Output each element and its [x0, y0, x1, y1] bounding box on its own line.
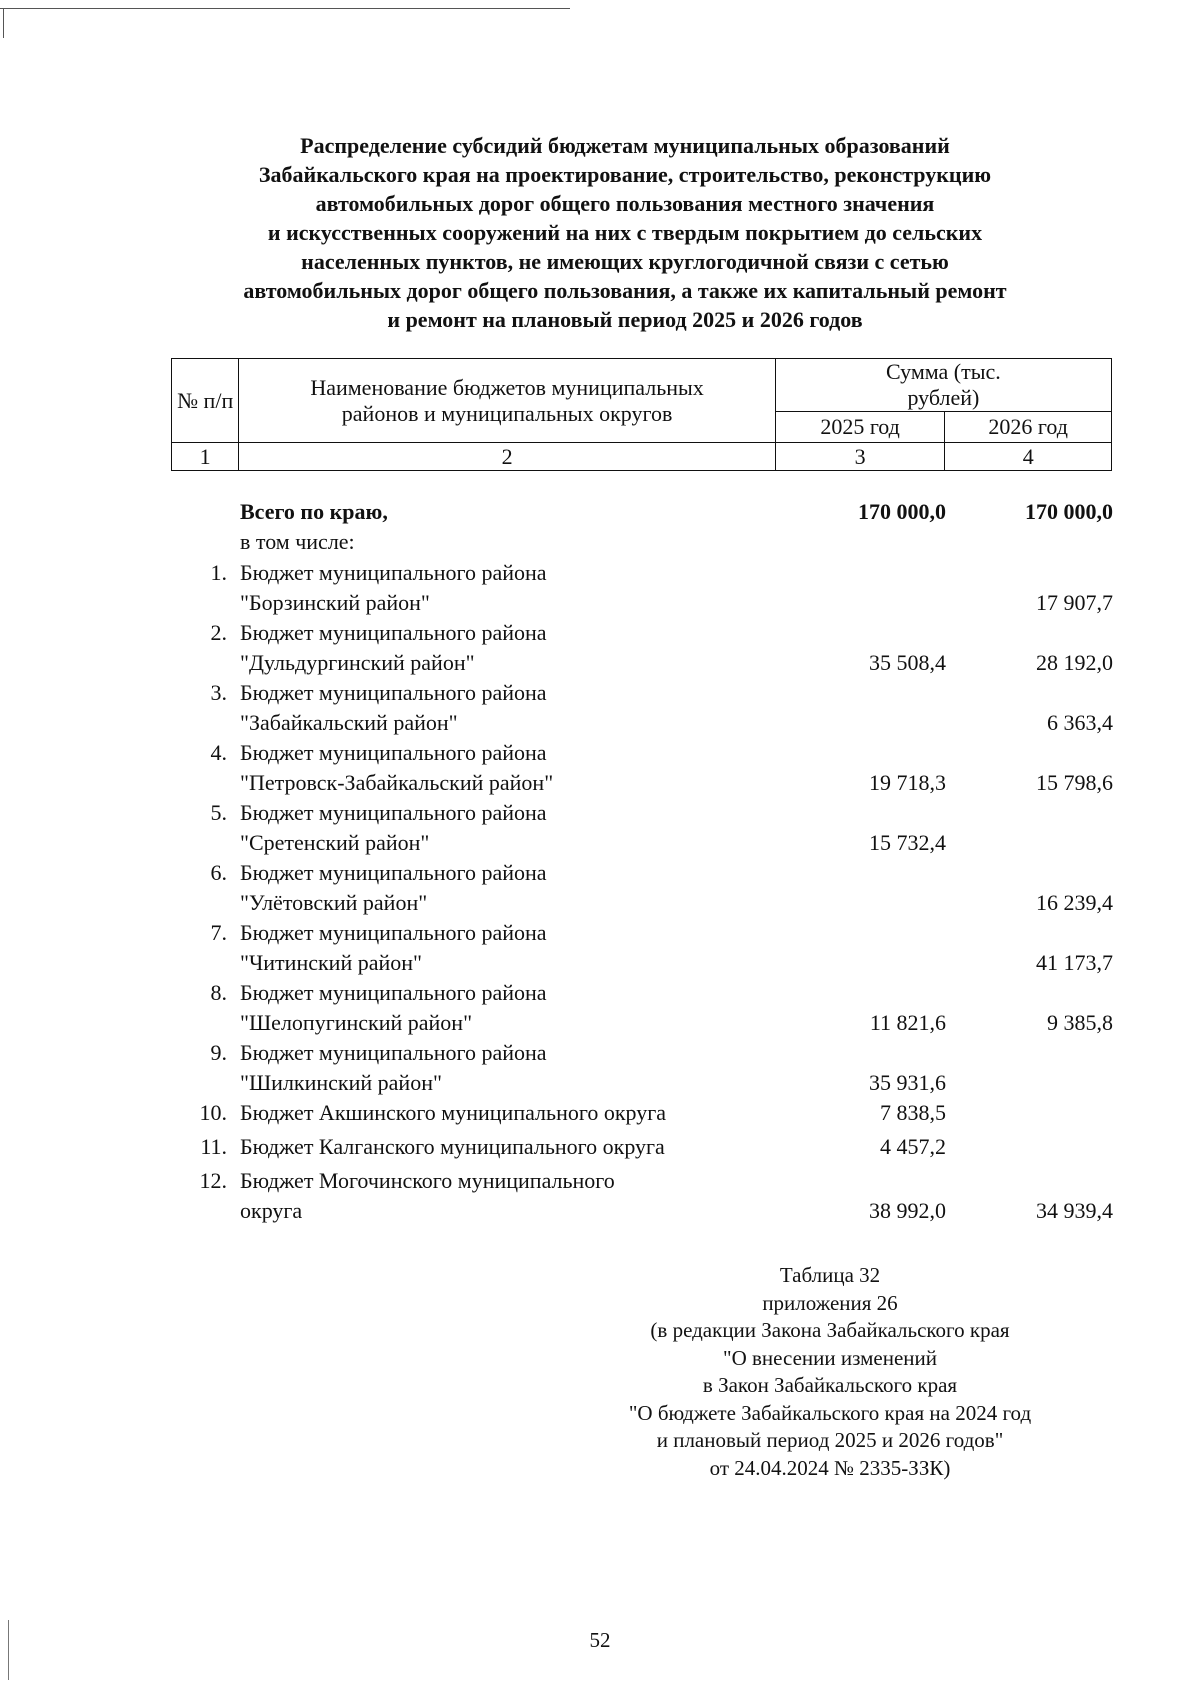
header-2026: 2026 год	[945, 412, 1112, 443]
row-name-line1: Бюджет Могочинского муниципального	[240, 1168, 615, 1193]
note-line: "О бюджете Забайкальского края на 2024 год	[628, 1400, 1032, 1425]
row-name-line1: Бюджет муниципального района	[240, 740, 547, 765]
total-2026: 170 000,0	[1025, 499, 1113, 524]
title-line: автомобильных дорог общего пользования, а также их капитальный ремонт	[243, 278, 1007, 303]
header-index-1: 1	[172, 443, 239, 471]
row-value-2025: 15 732,4	[869, 830, 946, 855]
note-line: Таблица 32	[779, 1263, 881, 1287]
row-name-line1: Бюджет Акшинского муниципального округа	[240, 1100, 667, 1125]
row-number: 6.	[210, 860, 227, 885]
header-name-label: Наименование бюджетов муниципальных районов и муниципальных округов	[310, 374, 704, 426]
total-sub: в том числе:	[240, 529, 355, 554]
title-line: автомобильных дорог общего пользования местного значения	[315, 191, 935, 216]
row-number: 1.	[210, 560, 227, 585]
row-number: 2.	[210, 620, 227, 645]
row-number: 5.	[210, 800, 227, 825]
row-name-line2: "Дульдургинский район"	[240, 650, 475, 675]
scan-border-left	[3, 8, 4, 38]
title-line: и искусственных сооружений на них с твердым покрытием до сельских	[267, 220, 983, 245]
header-sum-label: Сумма (тыс. рублей)	[886, 359, 1001, 410]
row-name-line1: Бюджет муниципального района	[240, 860, 547, 885]
row-name-line2: "Забайкальский район"	[240, 710, 458, 735]
total-2025: 170 000,0	[858, 499, 946, 524]
table-header	[171, 358, 1112, 471]
row-name-line1: Бюджет муниципального района	[240, 920, 547, 945]
header-index-4: 4	[945, 443, 1112, 471]
row-value-2025: 35 931,6	[869, 1070, 946, 1095]
row-value-2025: 35 508,4	[869, 650, 946, 675]
note-line: в Закон Забайкальского края	[702, 1373, 958, 1397]
row-number: 7.	[210, 920, 227, 945]
row-name-line1: Бюджет муниципального района	[240, 980, 547, 1005]
row-name-line2: "Шелопугинский район"	[240, 1010, 473, 1035]
row-name-line2: "Сретенский район"	[240, 830, 430, 855]
header-index-3: 3	[775, 443, 945, 471]
row-number: 10.	[199, 1100, 227, 1125]
row-value-2026: 16 239,4	[1036, 890, 1113, 915]
row-name-line1: Бюджет муниципального района	[240, 800, 547, 825]
header-num-label: № п/п	[177, 387, 234, 413]
title-line: Распределение субсидий бюджетам муниципальных образований	[300, 133, 950, 158]
row-number: 9.	[210, 1040, 227, 1065]
row-name-line2: "Петровск-Забайкальский район"	[240, 770, 554, 795]
scan-border-left-bottom	[8, 1620, 9, 1680]
header-name	[239, 359, 776, 443]
note-line: приложения 26	[762, 1290, 898, 1315]
note-line: от 24.04.2024 № 2335-ЗЗК)	[709, 1455, 951, 1480]
document-title	[150, 131, 1100, 334]
row-name-line2: "Борзинский район"	[240, 590, 430, 615]
title-line: Забайкальского края на проектирование, строительство, реконструкцию	[258, 162, 992, 187]
row-value-2026: 34 939,4	[1036, 1198, 1113, 1223]
header-sum	[775, 359, 1111, 412]
row-value-2025: 4 457,2	[880, 1134, 946, 1159]
row-name-line2: округа	[240, 1198, 303, 1223]
total-label: Всего по краю,	[240, 499, 388, 524]
row-number: 8.	[210, 980, 227, 1005]
row-name-line2: "Читинский район"	[240, 950, 423, 975]
row-value-2026: 15 798,6	[1036, 770, 1113, 795]
row-name-line2: "Улётовский район"	[240, 890, 428, 915]
row-number: 11.	[200, 1134, 227, 1159]
header-num	[172, 359, 239, 443]
row-value-2025: 38 992,0	[869, 1198, 946, 1223]
row-name-line1: Бюджет муниципального района	[240, 560, 547, 585]
row-number: 3.	[210, 680, 227, 705]
row-value-2026: 17 907,7	[1036, 590, 1113, 615]
row-name-line1: Бюджет Калганского муниципального округа	[240, 1134, 665, 1159]
row-name-line1: Бюджет муниципального района	[240, 680, 547, 705]
row-value-2026: 9 385,8	[1047, 1010, 1113, 1035]
table-note	[560, 1262, 1100, 1482]
note-line: "О внесении изменений	[723, 1345, 937, 1370]
row-value-2025: 11 821,6	[869, 1010, 946, 1035]
row-value-2026: 6 363,4	[1047, 710, 1113, 735]
note-line: (в редакции Закона Забайкальского края	[650, 1318, 1010, 1342]
row-number: 4.	[210, 740, 227, 765]
row-value-2025: 7 838,5	[880, 1100, 946, 1125]
row-value-2026: 28 192,0	[1036, 650, 1113, 675]
row-name-line2: "Шилкинский район"	[240, 1070, 442, 1095]
title-line: населенных пунктов, не имеющих круглогодичной связи с сетью	[301, 249, 949, 274]
row-name-line1: Бюджет муниципального района	[240, 1040, 547, 1065]
title-line: и ремонт на плановый период 2025 и 2026 годов	[387, 307, 863, 332]
row-number: 12.	[199, 1168, 227, 1193]
note-line: и плановый период 2025 и 2026 годов"	[656, 1428, 1004, 1452]
scan-border-top	[0, 8, 570, 9]
row-value-2026: 41 173,7	[1036, 950, 1113, 975]
header-index-2: 2	[239, 443, 776, 471]
page-number: 52	[589, 1628, 611, 1652]
header-2025: 2025 год	[775, 412, 945, 443]
row-value-2025: 19 718,3	[869, 770, 946, 795]
row-name-line1: Бюджет муниципального района	[240, 620, 547, 645]
